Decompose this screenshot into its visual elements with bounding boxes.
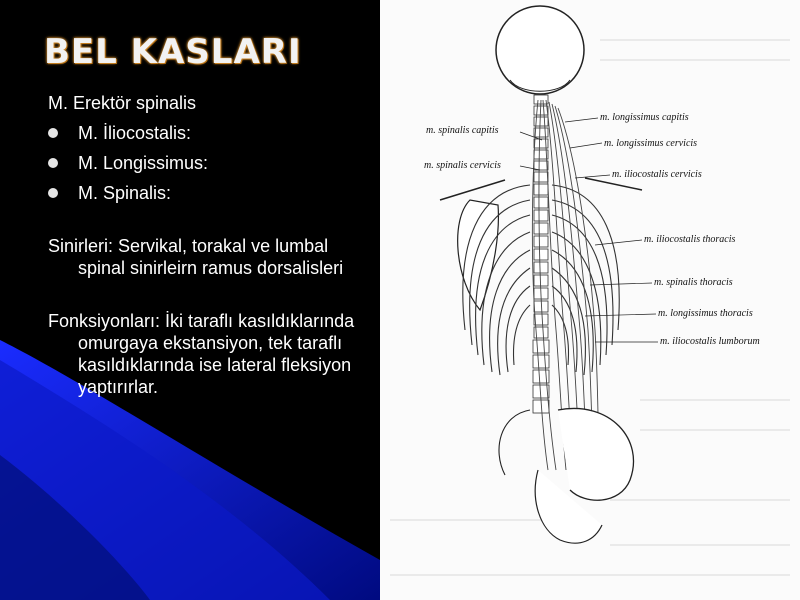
- bullet-text: M. Longissimus:: [78, 153, 209, 173]
- label-longissimus-thoracis: m. longissimus thoracis: [658, 308, 753, 319]
- label-longissimus-cervicis: m. longissimus cervicis: [604, 138, 698, 149]
- label-spinalis-capitis: m. spinalis capitis: [426, 125, 499, 136]
- bullet-text: M. Spinalis:: [78, 183, 172, 203]
- label-iliocostalis-cervicis: m. iliocostalis cervicis: [612, 169, 702, 180]
- skeleton-illustration: [380, 0, 800, 600]
- bullet-item: [48, 182, 378, 204]
- bullet-item: [48, 122, 378, 144]
- label-iliocostalis-lumborum: m. iliocostalis lumborum: [660, 336, 760, 347]
- bullet-icon: [48, 128, 58, 138]
- bullet-icon: [48, 158, 58, 168]
- nerves-paragraph: Sinirleri: Servikal, torakal ve lumbal spinal sinirleirn ramus dorsalisleri: [48, 236, 344, 278]
- slide-title: BEL KASLARI: [44, 32, 302, 72]
- bullet-text: M. İliocostalis:: [78, 123, 192, 143]
- label-spinalis-thoracis: m. spinalis thoracis: [654, 277, 733, 288]
- bullet-icon: [48, 188, 58, 198]
- anatomy-figure: [380, 0, 800, 600]
- label-longissimus-capitis: m. longissimus capitis: [600, 112, 689, 123]
- label-spinalis-cervicis: m. spinalis cervicis: [424, 160, 501, 171]
- label-iliocostalis-thoracis: m. iliocostalis thoracis: [644, 234, 736, 245]
- functions-paragraph: Fonksiyonları: İki taraflı kasıldıklarında omurgaya ekstansiyon, tek taraflı kasıldıklarında ise lateral fleksiyon yaptırırlar.: [48, 311, 355, 397]
- bullet-item: [48, 152, 378, 174]
- heading-erector-spinalis: M. Erektör spinalis: [48, 93, 197, 113]
- slide-body: [48, 92, 378, 398]
